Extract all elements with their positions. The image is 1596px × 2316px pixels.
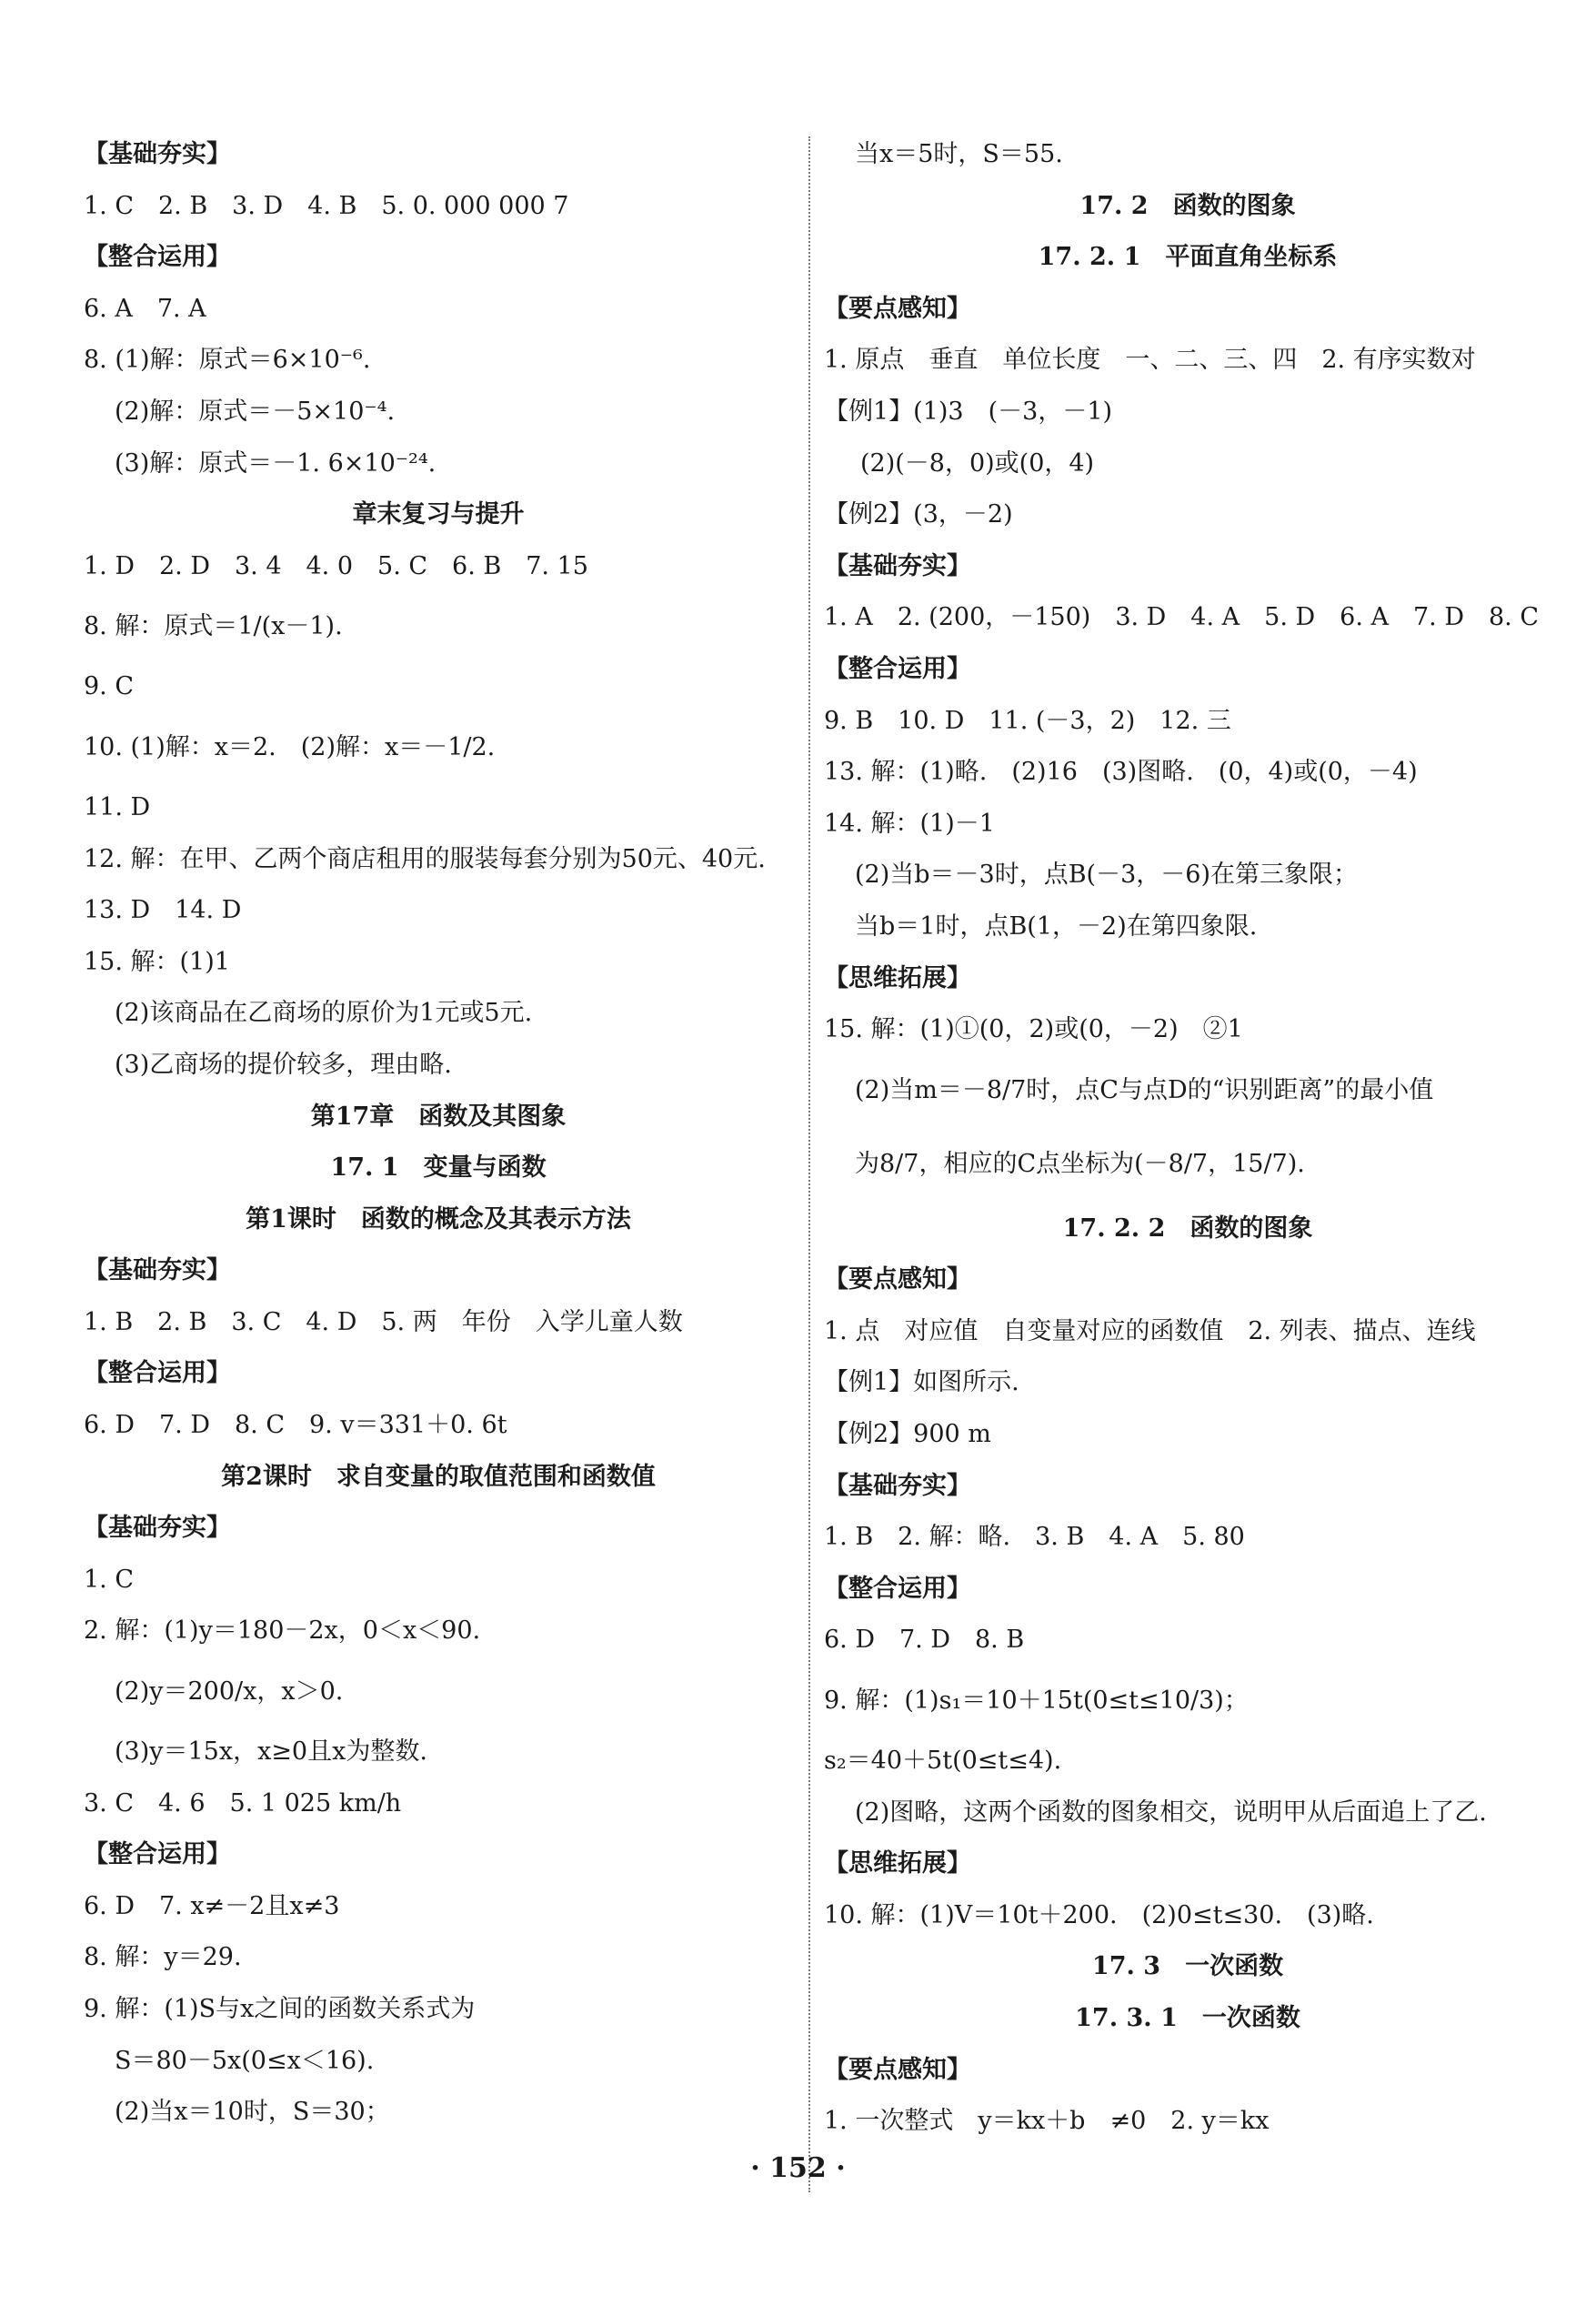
- answer-line: 9. 解：(1)s₁＝10＋15t(0≤t≤10/3)；: [824, 1687, 1249, 1716]
- answer-line: 1. B 2. B 3. C 4. D 5. 两 年份 入学儿童人数: [84, 1307, 683, 1336]
- answer-line: S＝80－5x(0≤x＜16).: [115, 2046, 375, 2075]
- answer-line: 8. 解：原式＝1/(x－1).: [84, 612, 343, 641]
- section-heading: 【整合运用】: [84, 243, 231, 272]
- answer-line: 【例2】900 m: [824, 1420, 991, 1449]
- answer-line: (3)y＝15x，x≥0且x为整数.: [115, 1737, 427, 1767]
- answer-line: 13. 解：(1)略. (2)16 (3)图略. (0，4)或(0，－4): [824, 758, 1418, 787]
- answer-line: 1. 原点 垂直 单位长度 一、二、三、四 2. 有序实数对: [824, 346, 1476, 375]
- section-heading: 【基础夯实】: [824, 551, 971, 580]
- answer-line: (2)该商品在乙商场的原价为1元或5元.: [115, 999, 533, 1028]
- answer-line: 8. (1)解：原式＝6×10⁻⁶.: [84, 346, 371, 375]
- chapter-title: 17. 2. 1 平面直角坐标系: [1038, 243, 1338, 272]
- section-heading: 【基础夯实】: [84, 1514, 231, 1543]
- answer-line: 9. C: [84, 672, 135, 701]
- answer-line: (2)当x＝10时，S＝30；: [115, 2098, 390, 2127]
- section-heading: 【基础夯实】: [84, 1256, 231, 1285]
- left-column: [84, 129, 793, 2139]
- answer-line: 【例1】如图所示.: [824, 1368, 1019, 1397]
- answer-line: 10. 解：(1)V＝10t＋200. (2)0≤t≤30. (3)略.: [824, 1900, 1374, 1929]
- answer-line: 3. C 4. 6 5. 1 025 km/h: [84, 1788, 402, 1818]
- chapter-title: 17. 1 变量与函数: [330, 1153, 547, 1183]
- answer-line: 8. 解：y＝29.: [84, 1943, 242, 1972]
- answer-line: 1. D 2. D 3. 4 4. 0 5. C 6. B 7. 15: [84, 551, 588, 580]
- answer-line: 11. D: [84, 792, 151, 821]
- answer-line: 1. A 2. (200，－150) 3. D 4. A 5. D 6. A 7. D 8. C: [824, 603, 1539, 632]
- answer-line: (2)当m＝－8/7时，点C与点D的“识别距离”的最小值: [855, 1075, 1434, 1104]
- section-heading: 【基础夯实】: [84, 140, 231, 168]
- chapter-title: 第1课时 函数的概念及其表示方法: [246, 1204, 631, 1234]
- answer-line: (3)乙商场的提价较多，理由略.: [115, 1050, 452, 1079]
- chapter-title: 17. 2. 2 函数的图象: [1062, 1213, 1313, 1243]
- section-heading: 【要点感知】: [824, 294, 971, 323]
- answer-line: (2)y＝200/x，x＞0.: [115, 1677, 344, 1707]
- answer-line: 1. 点 对应值 自变量对应的函数值 2. 列表、描点、连线: [824, 1316, 1476, 1345]
- answer-line: 为8/7，相应的C点坐标为(－8/7，15/7).: [855, 1149, 1305, 1178]
- answer-line: s₂＝40＋5t(0≤t≤4).: [824, 1747, 1062, 1776]
- chapter-title: 17. 2 函数的图象: [1079, 191, 1296, 220]
- section-heading: 【整合运用】: [84, 1359, 231, 1388]
- answer-line: (2)当b＝－3时，点B(－3，－6)在第三象限；: [855, 861, 1358, 890]
- answer-line: 1. C: [84, 1565, 135, 1594]
- answer-line: 6. D 7. D 8. C 9. v＝331＋0. 6t: [84, 1411, 507, 1440]
- answer-line: 15. 解：(1)①(0，2)或(0，－2) ②1: [824, 1015, 1243, 1044]
- answer-line: (2)解：原式＝－5×10⁻⁴.: [115, 397, 396, 426]
- answer-line: (2)图略，这两个函数的图象相交，说明甲从后面追上了乙.: [855, 1797, 1487, 1827]
- chapter-title: 第17章 函数及其图象: [310, 1102, 567, 1131]
- section-heading: 【思维拓展】: [824, 1849, 971, 1878]
- chapter-title: 章末复习与提升: [352, 500, 525, 529]
- chapter-title: 17. 3. 1 一次函数: [1075, 2004, 1300, 2032]
- answer-line: 9. 解：(1)S与x之间的函数关系式为: [84, 1995, 476, 2023]
- answer-line: 6. A 7. A: [84, 294, 206, 323]
- section-heading: 【要点感知】: [824, 2055, 971, 2084]
- answer-line: 6. D 7. x≠－2且x≠3: [84, 1891, 340, 1920]
- section-heading: 【整合运用】: [84, 1840, 231, 1869]
- answer-line: 9. B 10. D 11. (－3，2) 12. 三: [824, 706, 1231, 735]
- section-heading: 【思维拓展】: [824, 963, 971, 992]
- answer-line: 2. 解：(1)y＝180－2x，0＜x＜90.: [84, 1616, 481, 1646]
- right-column: [824, 129, 1551, 2148]
- answer-line: 10. (1)解：x＝2. (2)解：x＝－1/2.: [84, 732, 496, 761]
- answer-line: 1. 一次整式 y＝kx＋b ≠0 2. y＝kx: [824, 2107, 1270, 2136]
- page-number: · 152 ·: [750, 2152, 846, 2184]
- answer-line: 1. B 2. 解：略. 3. B 4. A 5. 80: [824, 1523, 1245, 1552]
- answer-line: (3)解：原式＝－1. 6×10⁻²⁴.: [115, 448, 437, 478]
- answer-line: 13. D 14. D: [84, 896, 242, 925]
- answer-line: (2)(－8，0)或(0，4): [860, 448, 1095, 478]
- answer-line: 【例2】(3，－2): [824, 500, 1013, 529]
- chapter-title: 17. 3 一次函数: [1091, 1952, 1284, 1981]
- answer-line: 6. D 7. D 8. B: [824, 1626, 1025, 1655]
- answer-line: 12. 解：在甲、乙两个商店租用的服装每套分别为50元、40元.: [84, 844, 766, 873]
- answer-line: 【例1】(1)3 (－3，－1): [824, 397, 1113, 426]
- section-heading: 【整合运用】: [824, 1574, 971, 1603]
- answer-line: 1. C 2. B 3. D 4. B 5. 0. 000 000 7: [84, 191, 569, 220]
- answer-line: 当b＝1时，点B(1，－2)在第四象限.: [855, 911, 1258, 941]
- column-divider: [808, 136, 810, 2192]
- chapter-title: 第2课时 求自变量的取值范围和函数值: [221, 1462, 656, 1491]
- answer-line: 15. 解：(1)1: [84, 947, 230, 976]
- section-heading: 【要点感知】: [824, 1265, 971, 1294]
- section-heading: 【整合运用】: [824, 654, 971, 683]
- section-heading: 【基础夯实】: [824, 1471, 971, 1500]
- answer-line: 14. 解：(1)－1: [824, 809, 995, 838]
- answer-line: 当x＝5时，S＝55.: [855, 140, 1063, 168]
